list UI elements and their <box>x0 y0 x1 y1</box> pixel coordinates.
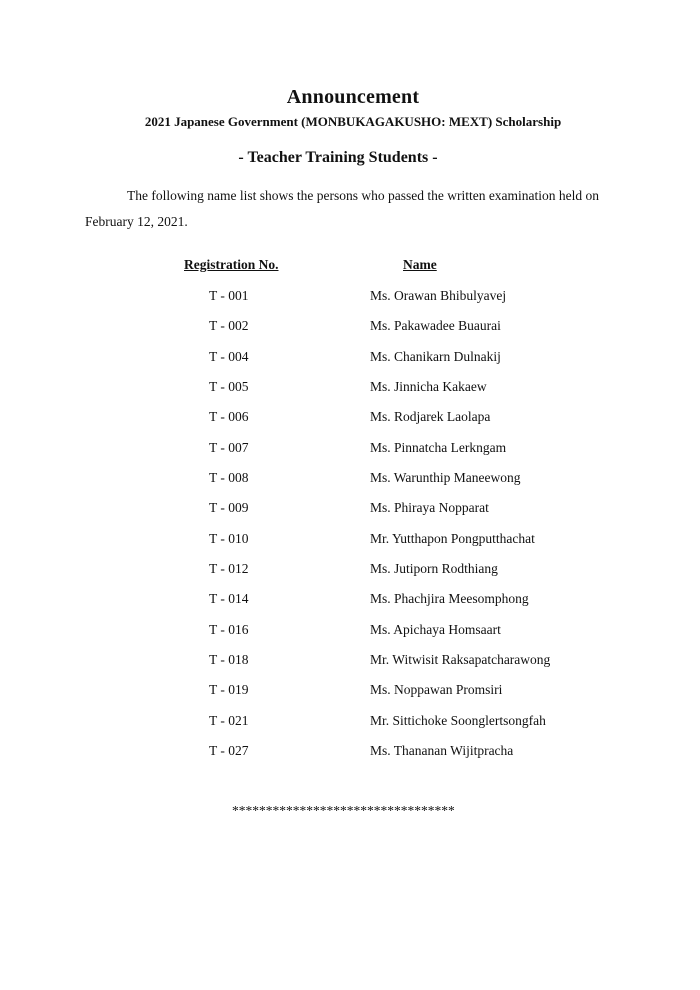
candidate-name: Ms. Phiraya Nopparat <box>370 500 489 516</box>
registration-number: T - 027 <box>209 743 249 759</box>
table-row <box>0 318 700 348</box>
intro-paragraph: The following name list shows the persons who passed the written examination held on February 12, 2021. <box>85 188 600 229</box>
candidate-name: Ms. Pinnatcha Lerkngam <box>370 439 507 455</box>
table-row <box>0 288 700 318</box>
table-row <box>0 349 700 379</box>
table-row <box>0 713 700 743</box>
candidate-name: Ms. Chanikarn Dulnakij <box>370 348 501 364</box>
registration-number: T - 010 <box>209 530 249 546</box>
candidate-name: Mr. Witwisit Raksapatcharawong <box>370 652 551 668</box>
registration-number: T - 004 <box>209 348 249 364</box>
page-title: Announcement <box>286 86 420 108</box>
candidate-name: Ms. Jinnicha Kakaew <box>370 379 487 395</box>
registration-number: T - 007 <box>209 439 249 455</box>
table-row <box>0 622 700 652</box>
table-row <box>0 500 700 530</box>
scholarship-subtitle: 2021 Japanese Government (MONBUKAGAKUSHO: MEXT) Scholarship <box>144 114 562 129</box>
registration-number: T - 006 <box>209 409 249 425</box>
candidate-name: Ms. Noppawan Promsiri <box>370 682 503 698</box>
footer-separator: ********************************* <box>232 803 455 818</box>
registration-number: T - 018 <box>209 652 249 668</box>
name-column-header: Name <box>403 257 437 272</box>
registration-number: T - 016 <box>209 621 249 637</box>
table-row <box>0 409 700 439</box>
registration-number: T - 012 <box>209 561 249 577</box>
table-row <box>0 743 700 773</box>
candidate-name: Mr. Sittichoke Soonglertsongfah <box>370 712 546 728</box>
registration-number: T - 005 <box>209 379 249 395</box>
results-list <box>0 288 700 774</box>
candidate-name: Ms. Orawan Bhibulyavej <box>370 288 507 303</box>
table-row <box>0 440 700 470</box>
table-row <box>0 531 700 561</box>
candidate-name: Ms. Warunthip Maneewong <box>370 470 521 486</box>
registration-number: T - 002 <box>209 318 249 334</box>
table-row <box>0 470 700 500</box>
candidate-name: Ms. Thananan Wijitpracha <box>370 743 514 759</box>
registration-column-header: Registration No. <box>184 257 279 272</box>
table-row <box>0 591 700 621</box>
candidate-name: Ms. Jutiporn Rodthiang <box>370 561 498 577</box>
registration-number: T - 014 <box>209 591 249 607</box>
candidate-name: Ms. Apichaya Homsaart <box>370 621 501 637</box>
registration-number: T - 001 <box>209 288 249 303</box>
registration-number: T - 009 <box>209 500 249 516</box>
table-row <box>0 682 700 712</box>
candidate-name: Ms. Rodjarek Laolapa <box>370 409 491 425</box>
candidate-name: Ms. Phachjira Meesomphong <box>370 591 529 607</box>
candidate-name: Mr. Yutthapon Pongputthachat <box>370 530 535 546</box>
registration-number: T - 008 <box>209 470 249 486</box>
table-row <box>0 652 700 682</box>
table-row <box>0 379 700 409</box>
registration-number: T - 021 <box>209 712 249 728</box>
section-heading: - Teacher Training Students - <box>238 149 438 166</box>
candidate-name: Ms. Pakawadee Buaurai <box>370 318 501 334</box>
table-row <box>0 561 700 591</box>
registration-number: T - 019 <box>209 682 249 698</box>
